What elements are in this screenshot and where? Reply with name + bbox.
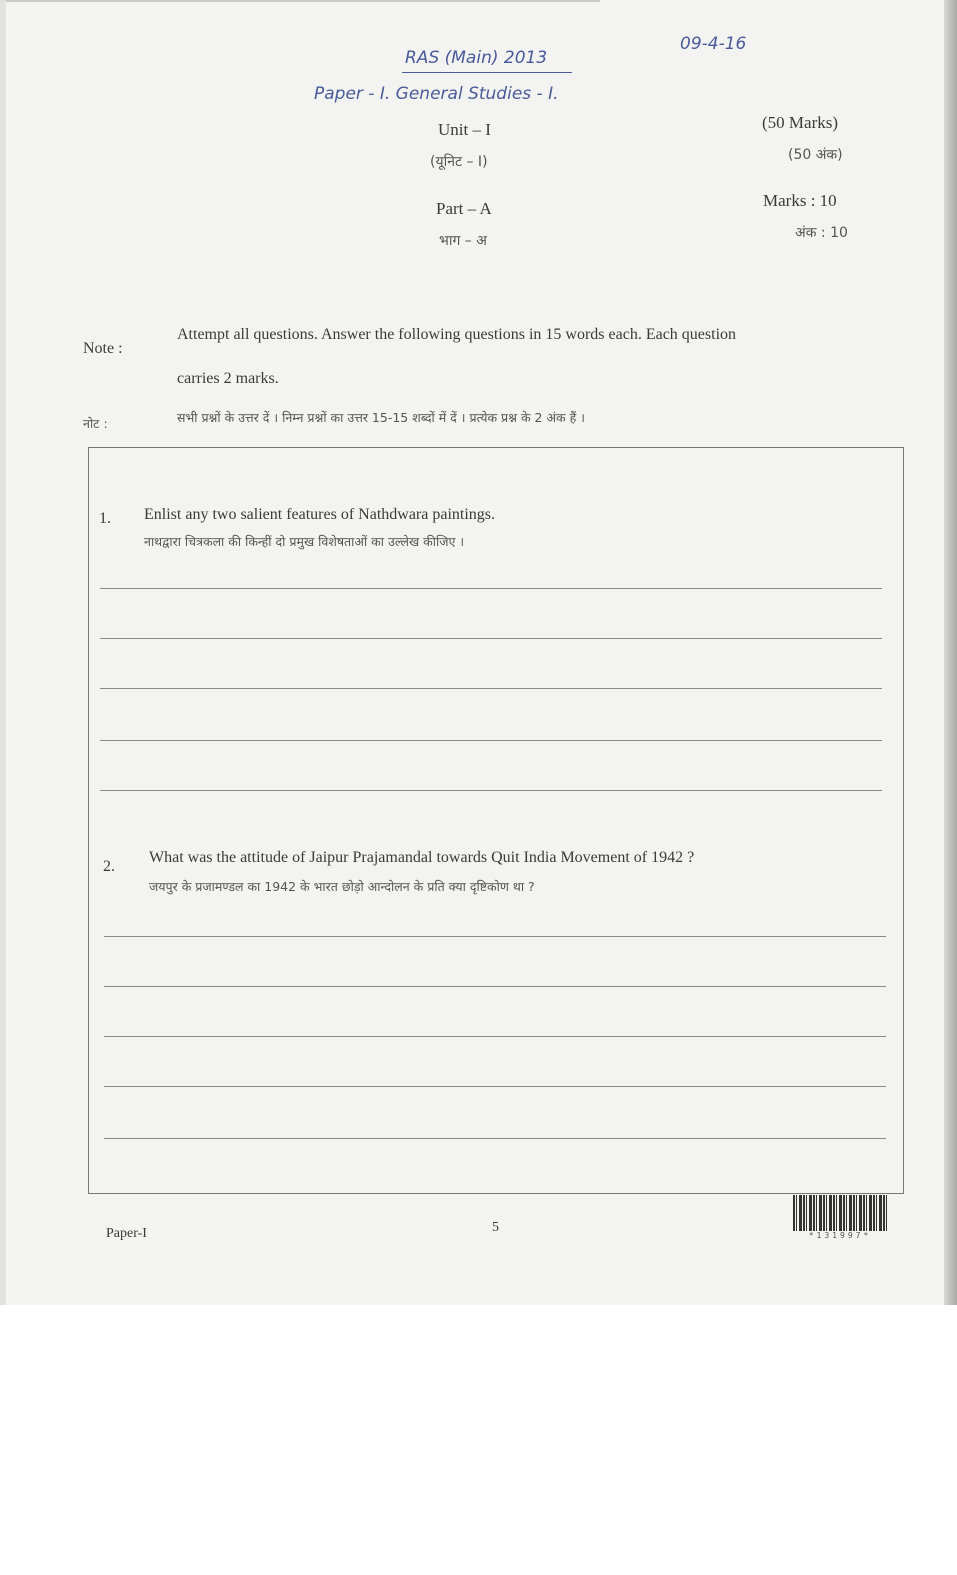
answer-line xyxy=(100,588,882,589)
answer-box xyxy=(88,447,904,1194)
answer-line xyxy=(100,638,882,639)
question-text-en: What was the attitude of Jaipur Prajamandal towards Quit India Movement of 1942 ? xyxy=(149,849,695,866)
answer-line xyxy=(100,688,882,689)
answer-line xyxy=(100,790,882,791)
barcode-number: *131997* xyxy=(808,1231,872,1240)
total-marks-en: (50 Marks) xyxy=(762,113,839,132)
footer-paper: Paper-I xyxy=(106,1226,147,1241)
answer-line xyxy=(104,1036,886,1037)
unit-en: Unit – I xyxy=(438,120,491,139)
marks-hi: अंक : 10 xyxy=(795,225,848,241)
barcode-icon xyxy=(793,1195,887,1231)
answer-line xyxy=(100,740,882,741)
handwritten-paper: Paper - I. General Studies - I. xyxy=(314,84,559,104)
page-edge xyxy=(0,0,600,2)
handwritten-underline xyxy=(402,72,572,73)
handwritten-exam: RAS (Main) 2013 xyxy=(405,48,548,68)
question-number: 2. xyxy=(103,858,115,875)
note-label-hi: नोट : xyxy=(83,416,108,431)
note-label-en: Note : xyxy=(83,340,123,357)
handwritten-date: 09-4-16 xyxy=(680,34,747,54)
answer-line xyxy=(104,1086,886,1087)
question-text-hi: नाथद्वारा चित्रकला की किन्हीं दो प्रमुख विशेषताओं का उल्लेख कीजिए । xyxy=(144,534,465,549)
question-text-en: Enlist any two salient features of Nathdwara paintings. xyxy=(144,506,496,523)
answer-line xyxy=(104,1138,886,1139)
note-text-en-1: Attempt all questions. Answer the following questions in 15 words each. Each question xyxy=(177,326,737,343)
question-number: 1. xyxy=(99,510,111,527)
answer-line xyxy=(104,986,886,987)
question-text-hi: जयपुर के प्रजामण्डल का 1942 के भारत छोड़ो आन्दोलन के प्रति क्या दृष्टिकोण था ? xyxy=(149,879,535,894)
note-text-hi: सभी प्रश्नों के उत्तर दें । निम्न प्रश्नों का उत्तर 15-15 शब्दों में दें । प्रत्येक प्रश्न के 2 अंक हैं । xyxy=(177,410,585,425)
marks-en: Marks : 10 xyxy=(763,191,837,210)
page-number: 5 xyxy=(492,1220,499,1235)
part-en: Part – A xyxy=(436,199,492,218)
note-text-en-2: carries 2 marks. xyxy=(177,370,279,387)
page-edge-left xyxy=(0,0,6,1305)
page-edge-right xyxy=(944,0,957,1305)
part-hi: भाग – अ xyxy=(439,233,487,249)
total-marks-hi: (50 अंक) xyxy=(788,147,843,163)
unit-hi: (यूनिट – I) xyxy=(430,154,488,170)
answer-line xyxy=(104,936,886,937)
